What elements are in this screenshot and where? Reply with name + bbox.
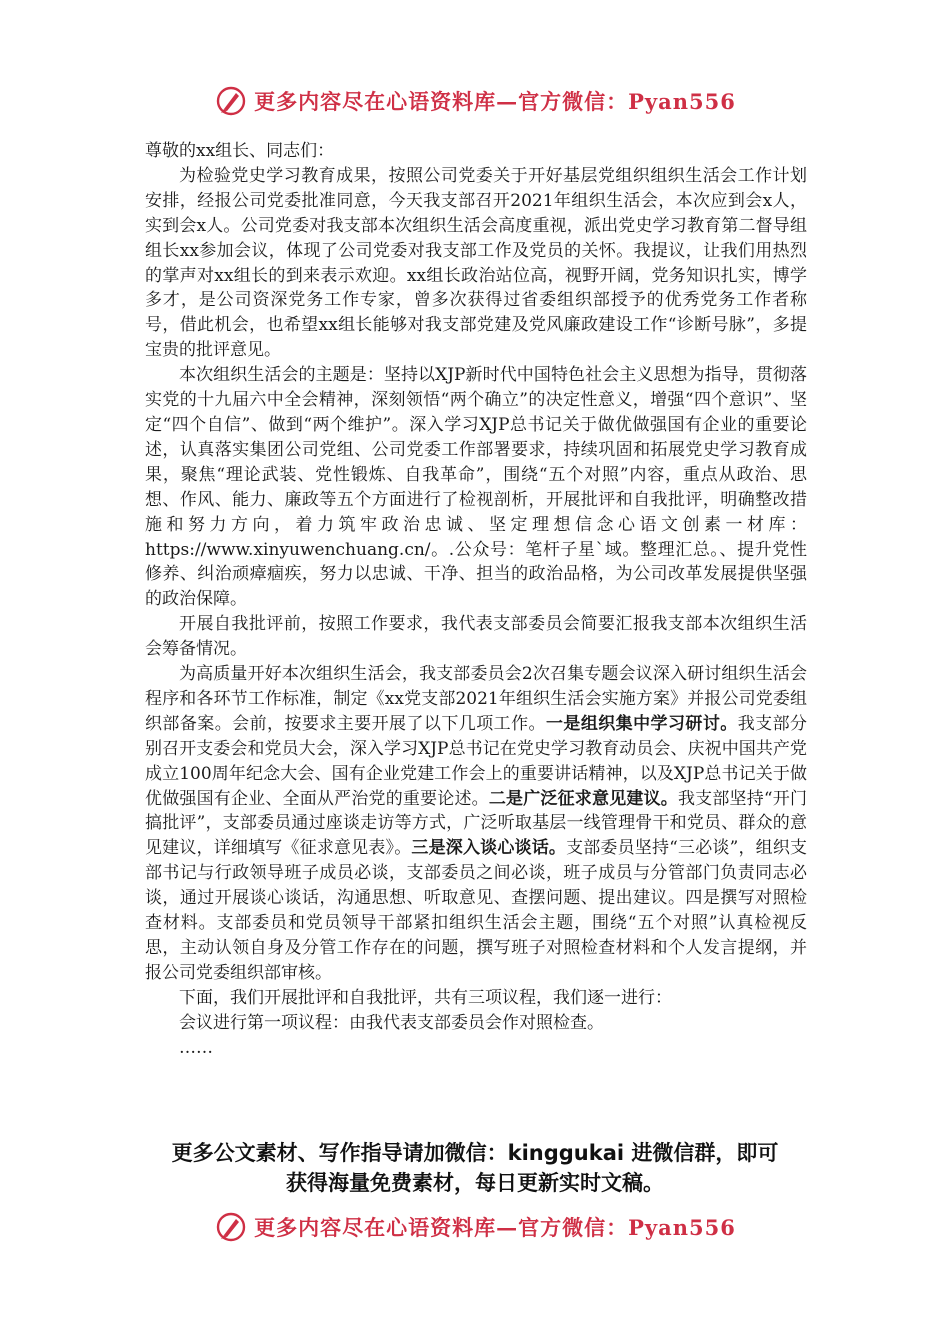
promo-block: [130, 1138, 820, 1198]
item-2-heading: 二是广泛征求意见建议。: [488, 788, 678, 809]
paragraph-3: 开展自我批评前，按照工作要求，我代表支部委员会简要汇报我支部本次组织生活会筹备情况。: [145, 614, 807, 660]
ellipsis: ……: [179, 1037, 213, 1058]
header-banner: [0, 84, 950, 118]
paragraph-1: 为检验党史学习教育成果，按照公司党委关于开好基层党组织组织生活会工作计划安排，经报公司党委批准同意，今天我支部召开2021年组织生活会，本次应到会x人，实到会x人。公司党委对我支部本次组织生活会高度重视，派出党史学习教育第二督导组组长xx参加会议，体现了公司党委对我支部工作及党员的关怀。我提议，让我们用热烈的掌声对xx组长的到来表示欢迎。xx组长政治站位高，视野开阔，党务知识扎实，博学多才，是公司资深党务工作专家，曾多次获得过省委组织部授予的优秀党务工作者称号，借此机会，也希望xx组长能够对我支部党建及党风廉政建设工作“诊断号脉”，多提宝贵的批评意见。: [145, 165, 807, 361]
item-1-heading: 一是组织集中学习研讨。: [545, 713, 738, 734]
pen-logo-icon: [214, 1210, 248, 1244]
item-3-text: 支部委员坚持“三必谈”，组织支部书记与行政领导班子成员必谈，支部委员之间必谈，班子成员与分管部门负责同志必谈，通过开展谈心谈话，沟通思想、听取意见、查摆问题、提出建议。四是撰写对照检查材料。支部委员和党员领导干部紧扣组织生活会主题，围绕“五个对照”认真检视反思，主动认领自身及分管工作存在的问题，撰写班子对照检查材料和个人发言提纲，并报公司党委组织部审核。: [145, 838, 807, 983]
paragraph-6: 会议进行第一项议程：由我代表支部委员会作对照检查。: [179, 1012, 604, 1033]
promo-line-1: 更多公文素材、写作指导请加微信：kinggukai 进微信群，即可: [171, 1141, 779, 1165]
pen-logo-icon: [214, 84, 248, 118]
paragraph-5: 下面，我们开展批评和自我批评，共有三项议程，我们逐一进行：: [179, 987, 672, 1008]
paragraph-4-intro: 为高质量开好本次组织生活会，我支部委员会2次召集专题会议深入研讨组织生活会程序和各环节工作标准，制定《xx党支部2021年组织生活会实施方案》并报公司党委组织部备案。会前，按要求主要开展了以下几项工作。: [145, 664, 807, 734]
footer-banner: [0, 1210, 950, 1244]
item-2-text: 我支部坚持“开门搞批评”，支部委员通过座谈走访等方式，广泛听取基层一线管理骨干和党员、群众的意见建议，详细填写《征求意见表》。: [145, 788, 808, 859]
item-3-heading: 三是深入谈心谈话。: [411, 838, 567, 859]
document-body: [145, 139, 807, 1061]
promo-line-2: 获得海量免费素材，每日更新实时文稿。: [286, 1171, 664, 1195]
footer-banner-text: 更多内容尽在心语资料库—官方微信：Pyan556: [254, 1215, 736, 1240]
paragraph-2: 本次组织生活会的主题是：坚持以XJP新时代中国特色社会主义思想为指导，贯彻落实党的十九届六中全会精神，深刻领悟“两个确立”的决定性意义，增强“四个意识”、坚定“四个自信”、做到“两个维护”。深入学习XJP总书记关于做优做强国有企业的重要论述，认真落实集团公司党组、公司党委工作部署要求，持续巩固和拓展党史学习教育成果，聚焦“理论武装、党性锻炼、自我革命”，围绕“五个对照”内容，重点从政治、思想、作风、能力、廉政等五个方面进行了检视剖析，开展批评和自我批评，明确整改措施和努力方向，着力筑牢政治忠诚、坚定理想信念心语文创素一材库：https://www.xinyuwenchuang.cn/。.公众号：笔杆子星`域。整理汇总。、提升党性修养、纠治顽瘴痼疾，努力以忠诚、干净、担当的政治品格，为公司改革发展提供坚强的政治保障。: [145, 365, 807, 610]
header-banner-text: 更多内容尽在心语资料库—官方微信：Pyan556: [254, 89, 736, 114]
paragraph-4: [145, 662, 807, 986]
salutation: 尊敬的xx组长、同志们：: [145, 141, 335, 161]
item-1-text: 我支部分别召开支委会和党员大会，深入学习XJP总书记在党史学习教育动员会、庆祝中国共产党成立100周年纪念大会、国有企业党建工作会上的重要讲话精神，以及XJP总书记关于做优做强国有企业、全面从严治党的重要论述。: [145, 713, 808, 809]
